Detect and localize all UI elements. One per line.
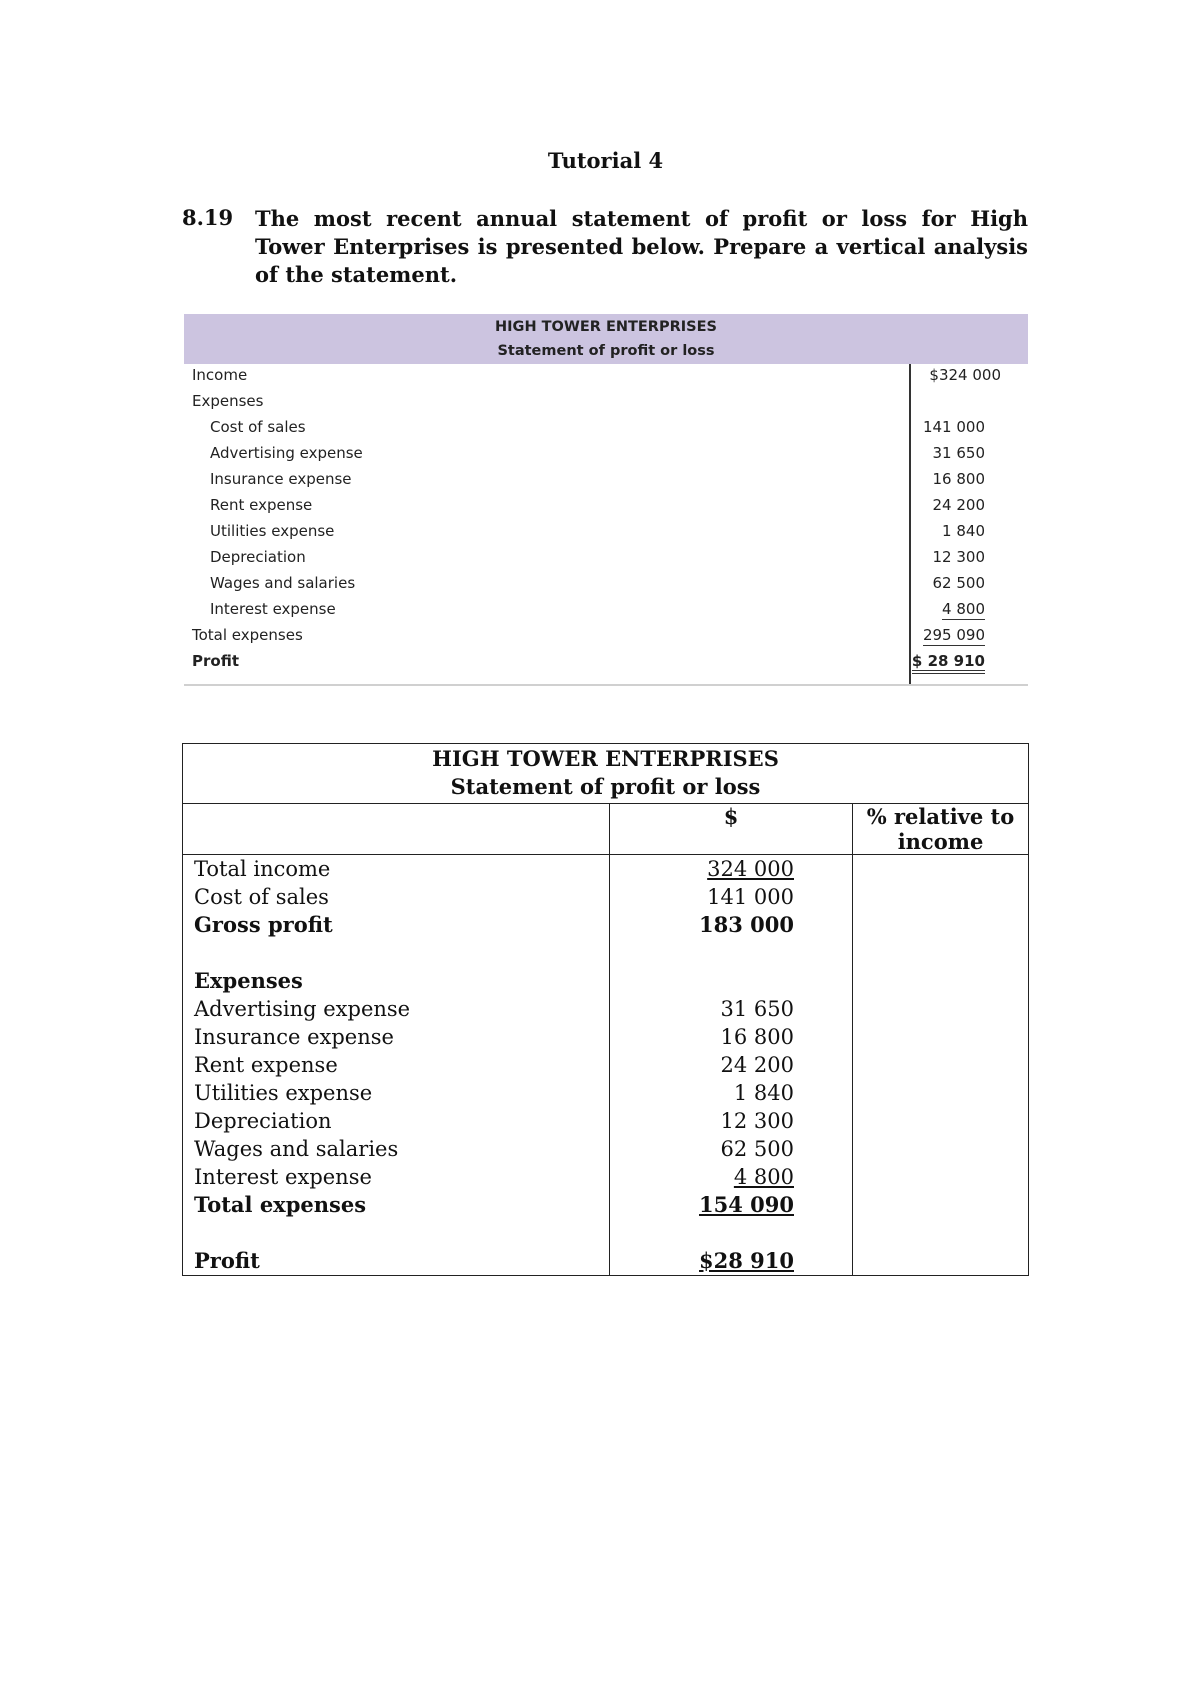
table-row xyxy=(183,939,1029,967)
statement-row: Utilities expense 1 840 xyxy=(210,522,985,540)
percent-cell[interactable] xyxy=(853,1219,1029,1247)
table-row: Interest expense 4 800 xyxy=(183,1163,1029,1191)
column-header-dollar: $ xyxy=(610,804,853,855)
table-row: Wages and salaries 62 500 xyxy=(183,1135,1029,1163)
percent-cell[interactable] xyxy=(853,1079,1029,1107)
statement-row: Insurance expense 16 800 xyxy=(210,470,985,488)
statement-row: Advertising expense 31 650 xyxy=(210,444,985,462)
percent-cell[interactable] xyxy=(853,1135,1029,1163)
page-title: Tutorial 4 xyxy=(547,148,664,173)
question-text: The most recent annual statement of profit or loss for High Tower Enterprises is presented below. Prepare a vertical analysis of the statement. xyxy=(255,206,1028,287)
table-row: Total income 324 000 xyxy=(183,855,1029,884)
table-row: Depreciation 12 300 xyxy=(183,1107,1029,1135)
percent-cell[interactable] xyxy=(853,855,1029,884)
statement-row: Expenses xyxy=(192,392,264,410)
statement-row: Wages and salaries 62 500 xyxy=(210,574,985,592)
percent-cell[interactable] xyxy=(853,939,1029,967)
column-header-item xyxy=(183,804,610,855)
question-number: 8.19 xyxy=(182,205,234,230)
statement-row: Rent expense 24 200 xyxy=(210,496,985,514)
table-row: Gross profit 183 000 xyxy=(183,911,1029,939)
table-subtitle: Statement of profit or loss xyxy=(450,774,761,799)
percent-cell[interactable] xyxy=(853,911,1029,939)
statement-row: Income $324 000 xyxy=(192,366,1001,384)
percent-cell[interactable] xyxy=(853,883,1029,911)
statement-row: Total expenses 295 090 xyxy=(192,626,985,644)
percent-cell[interactable] xyxy=(853,995,1029,1023)
statement-row-profit: Profit $ 28 910 xyxy=(184,650,1028,676)
table-row: Insurance expense 16 800 xyxy=(183,1023,1029,1051)
statement-header xyxy=(184,314,1028,364)
column-header-percent: % relative to income xyxy=(853,804,1029,855)
percent-cell[interactable] xyxy=(853,1051,1029,1079)
table-row xyxy=(183,1219,1029,1247)
percent-cell[interactable] xyxy=(853,967,1029,995)
statement-row: Depreciation 12 300 xyxy=(210,548,985,566)
table-row: Cost of sales 141 000 xyxy=(183,883,1029,911)
percent-cell[interactable] xyxy=(853,1247,1029,1276)
table-row: Expenses xyxy=(183,967,1029,995)
statement-bottom-rule xyxy=(184,684,1028,686)
statement-row: Cost of sales 141 000 xyxy=(210,418,985,436)
statement-subtitle: Statement of profit or loss xyxy=(497,343,715,359)
percent-cell[interactable] xyxy=(853,1107,1029,1135)
percent-cell[interactable] xyxy=(853,1191,1029,1219)
table-row: Advertising expense 31 650 xyxy=(183,995,1029,1023)
table-row: Total expenses 154 090 xyxy=(183,1191,1029,1219)
statement-company: HIGH TOWER ENTERPRISES xyxy=(495,319,717,335)
table-caption xyxy=(183,744,1029,804)
vertical-analysis-table xyxy=(182,743,1029,1276)
statement-image xyxy=(184,314,1028,686)
percent-cell[interactable] xyxy=(853,1163,1029,1191)
table-row-profit: Profit $28 910 xyxy=(183,1247,1029,1276)
statement-row: Interest expense 4 800 xyxy=(210,600,985,618)
table-row: Utilities expense 1 840 xyxy=(183,1079,1029,1107)
percent-cell[interactable] xyxy=(853,1023,1029,1051)
table-company: HIGH TOWER ENTERPRISES xyxy=(432,746,779,771)
table-row: Rent expense 24 200 xyxy=(183,1051,1029,1079)
